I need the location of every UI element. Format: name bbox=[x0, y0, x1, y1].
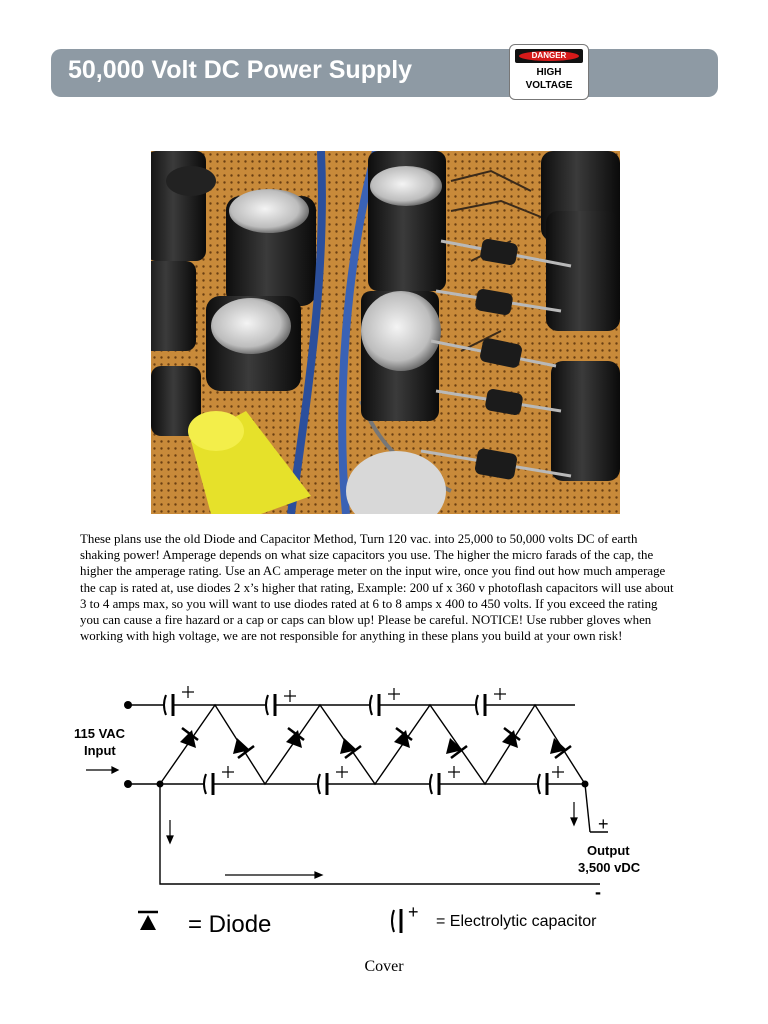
sign-line-high: HIGH bbox=[536, 67, 562, 78]
danger-label: DANGER bbox=[519, 51, 579, 61]
output-plus: + bbox=[598, 814, 609, 834]
capacitor-legend-plus: + bbox=[408, 902, 419, 922]
diode-legend-label: = Diode bbox=[188, 911, 272, 938]
input-label-line2: Input bbox=[84, 743, 116, 758]
output-label-line2: 3,500 vDC bbox=[578, 860, 641, 875]
input-label-line1: 115 VAC bbox=[74, 726, 126, 741]
sign-line-voltage: VOLTAGE bbox=[525, 80, 573, 91]
diode-legend bbox=[138, 911, 271, 938]
output-label-line1: Output bbox=[587, 843, 630, 858]
title-banner bbox=[51, 49, 718, 97]
page-footer: Cover bbox=[364, 958, 404, 975]
danger-sign-header bbox=[515, 49, 583, 63]
circuit-board-photo bbox=[151, 151, 620, 514]
danger-high-voltage-sign bbox=[509, 44, 589, 100]
capacitor-legend bbox=[392, 902, 597, 933]
voltage-multiplier-schematic bbox=[60, 680, 710, 940]
capacitor-legend-label: = Electrolytic capacitor bbox=[436, 913, 597, 930]
page-title: 50,000 Volt DC Power Supply bbox=[68, 56, 413, 84]
diode-symbols bbox=[180, 728, 571, 758]
intro-paragraph: These plans use the old Diode and Capacitor Method, Turn 120 vac. into 25,000 to 50,000 volts DC of earth shaking power! Amperage depends on what size capacitors you use. The higher the micro farads of the cap, the higher the amperage rating. Use an AC amperage meter on the input wire, once you find out how much amperage the cap is rated at, use diodes 2 x’s higher that rating, Example: 200 uf x 360 v photoflash capacitors will use about 3 to 4 amps max, so you will want to use diodes rated at 6 to 8 amps x 400 to 450 volts. If you exceed the rating you can cause a fire hazard or a cap or caps can blow up! Please be careful. NOTICE! Use rubber gloves when working with high voltage, we are not responsible for anything in these plans you build at your own risk! bbox=[80, 532, 674, 644]
capacitor-plus-signs bbox=[182, 686, 564, 778]
output-minus: - bbox=[595, 882, 601, 902]
